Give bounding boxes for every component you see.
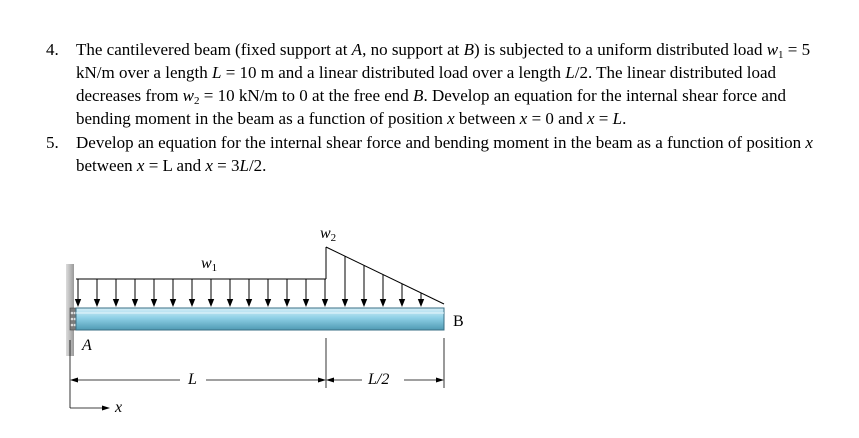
math-symbol: x bbox=[805, 133, 813, 152]
text-run: ) is subjected to a uniform distributed load bbox=[473, 40, 767, 59]
load-arrowhead-icon bbox=[75, 299, 81, 307]
text-run: = L and bbox=[144, 156, 206, 175]
end-B-label: B bbox=[453, 313, 464, 330]
load-arrowhead-icon bbox=[303, 299, 309, 307]
text-run: , no support at bbox=[362, 40, 464, 59]
problem-list bbox=[46, 38, 836, 177]
load-arrowhead-icon bbox=[399, 299, 405, 307]
problem-5 bbox=[46, 131, 836, 177]
load-arrowhead-icon bbox=[227, 299, 233, 307]
beam bbox=[76, 308, 444, 330]
problem-text bbox=[76, 38, 836, 130]
w2-label: $w_2$ bbox=[320, 225, 337, 244]
load-arrowhead-icon bbox=[322, 299, 328, 307]
math-symbol: x bbox=[586, 109, 595, 128]
load-arrowhead-icon bbox=[113, 299, 119, 307]
arrowhead-icon bbox=[70, 378, 78, 383]
x-axis-arrow-icon bbox=[102, 406, 110, 411]
load-arrowhead-icon bbox=[170, 299, 176, 307]
math-symbol: L bbox=[565, 63, 575, 82]
math-symbol: L bbox=[239, 156, 249, 175]
load-arrowhead-icon bbox=[208, 299, 214, 307]
math-symbol: w bbox=[766, 40, 779, 59]
load-arrowhead-icon bbox=[94, 299, 100, 307]
math-symbol: L bbox=[211, 63, 222, 82]
problem-4 bbox=[46, 38, 836, 130]
load-arrowhead-icon bbox=[246, 299, 252, 307]
load-arrows bbox=[75, 256, 424, 307]
text-run: between bbox=[454, 109, 520, 128]
load-arrowhead-icon bbox=[342, 299, 348, 307]
arrowhead-icon bbox=[436, 378, 444, 383]
load-arrowhead-icon bbox=[151, 299, 157, 307]
text-run: The cantilevered beam (fixed support at bbox=[76, 40, 352, 59]
bolt-icon bbox=[71, 318, 74, 321]
text-run: = 10 kN/m to 0 at the free end bbox=[199, 86, 414, 105]
bolt-icon bbox=[71, 312, 74, 315]
dim-L-label: L bbox=[188, 371, 197, 388]
text-run: Develop an equation for the internal shear force and bending moment in the beam as a function of position bbox=[76, 133, 806, 152]
beam-figure bbox=[60, 222, 480, 422]
math-symbol: x bbox=[136, 156, 145, 175]
text-run: /2. bbox=[248, 156, 267, 175]
load-arrowhead-icon bbox=[418, 299, 424, 307]
math-symbol: B bbox=[413, 86, 424, 105]
text-run: /2. The linear distributed load decreases from bbox=[76, 63, 777, 105]
arrowhead-icon bbox=[326, 378, 334, 383]
math-symbol: B bbox=[463, 40, 474, 59]
w1-label: $w_1$ bbox=[201, 255, 218, 274]
beam-diagram bbox=[60, 222, 480, 422]
text-run: = 5 kN/m over a length bbox=[76, 40, 811, 82]
text-run: = 0 and bbox=[527, 109, 587, 128]
math-symbol: w bbox=[182, 86, 195, 105]
load-arrowhead-icon bbox=[265, 299, 271, 307]
text-run: = 10 m and a linear distributed load over a length bbox=[221, 63, 566, 82]
load-arrowhead-icon bbox=[189, 299, 195, 307]
x-axis-label: x bbox=[115, 399, 123, 416]
load-arrowhead-icon bbox=[284, 299, 290, 307]
math-symbol: L bbox=[612, 109, 623, 128]
load-arrowhead-icon bbox=[361, 299, 367, 307]
load-arrowhead-icon bbox=[380, 299, 386, 307]
text-run: = bbox=[594, 109, 613, 128]
text-run: = 3 bbox=[212, 156, 240, 175]
bolt-icon bbox=[71, 324, 74, 327]
dim-L2-label: L/2 bbox=[368, 371, 390, 388]
problem-text bbox=[76, 131, 836, 177]
text-run: between bbox=[76, 156, 137, 175]
math-symbol: x bbox=[205, 156, 213, 175]
w2-load-slope bbox=[326, 247, 444, 304]
arrowhead-icon bbox=[318, 378, 326, 383]
problem-number: 4. bbox=[46, 40, 59, 59]
text-run: . Develop an equation for the internal shear force and bending moment in the beam as a function of position bbox=[76, 86, 786, 128]
subscript: 2 bbox=[194, 95, 200, 107]
load-arrowhead-icon bbox=[132, 299, 138, 307]
math-symbol: x bbox=[447, 109, 455, 128]
text-run: . bbox=[622, 109, 627, 128]
math-symbol: A bbox=[351, 40, 363, 59]
subscript: 1 bbox=[778, 49, 784, 61]
support-A-label: A bbox=[82, 337, 92, 354]
math-symbol: x bbox=[519, 109, 528, 128]
problem-number: 5. bbox=[46, 133, 59, 152]
